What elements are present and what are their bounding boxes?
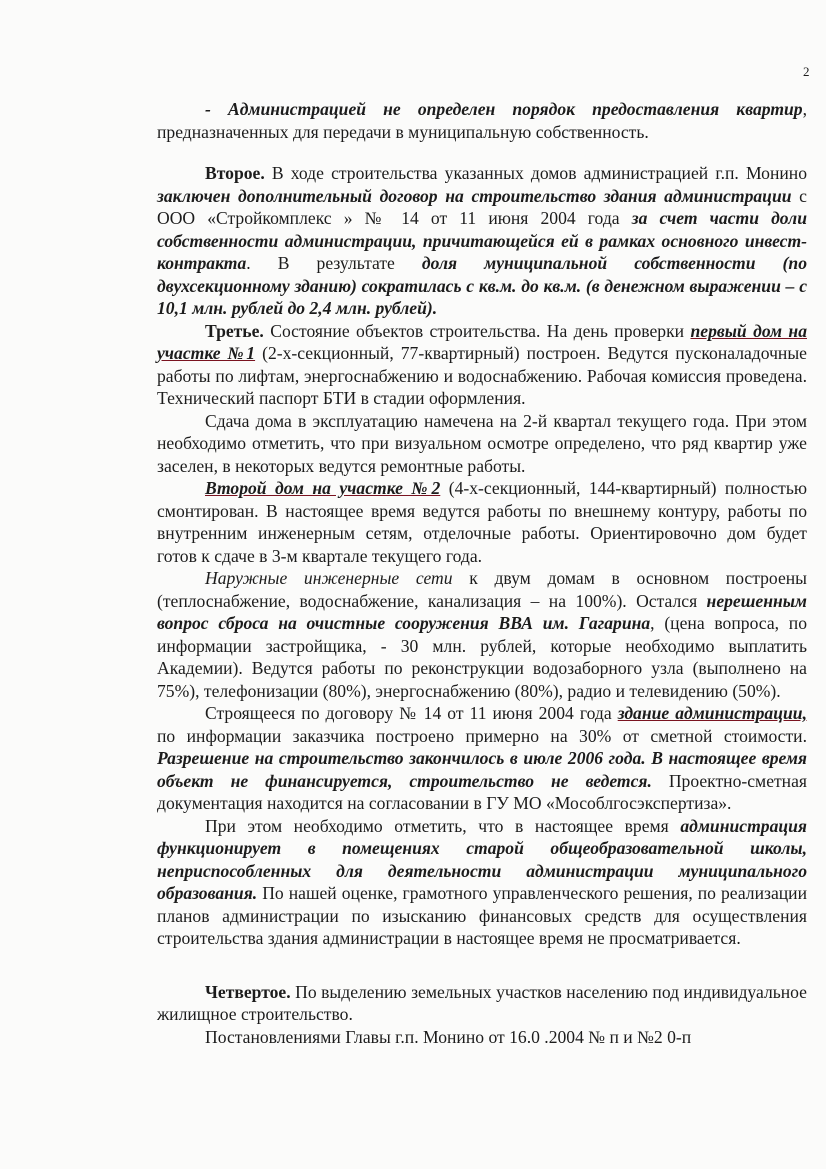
document-body	[157, 98, 807, 1048]
text: , (цена вопроса, по информации застройщика, - 30 млн. рублей, которые необходимо выплатить Академии). Ведутся работы по реконструкции водозаборного узла (выполнено на 75%), телефонизации (80%), энергоснабжению (80%), радио и телевидению (50%).	[157, 613, 807, 701]
paragraph-6	[157, 567, 807, 702]
section-heading-third: Третье.	[205, 320, 264, 341]
emphasis: заключен дополнительный договор на строительство здания администрации	[157, 185, 792, 206]
paragraph-5	[157, 477, 807, 567]
emphasis: нерешенным вопрос сброса на очистные сооружения ВВА им. Гагарина	[157, 590, 807, 633]
emphasis: - Администрацией не определен порядок предоставления квартир	[205, 99, 803, 119]
emphasis: за счет части доли собственности администрации, причитающейся ей в рамках основного инвест-контракта	[157, 208, 807, 273]
paragraph-4: Сдача дома в эксплуатацию намечена на 2-й квартал текущего года. При этом необходимо отметить, что при визуальном осмотре определено, что ряд квартир уже заселен, в некоторых ведутся ремонтные работы.	[157, 410, 807, 476]
text: . В результате	[246, 253, 422, 273]
underlined-emphasis: первый дом на участке №1	[157, 320, 807, 363]
text: с ООО «Стройкомплекс » № 14 от 11 июня 2004 года	[157, 185, 807, 228]
paragraph-1	[157, 98, 807, 143]
emphasis: Разрешение на строительство закончилось в июле 2006 года. В настоящее время объект не финансируется, строительство не ведется.	[157, 748, 807, 791]
section-heading-fourth: Четвертое.	[205, 981, 291, 1002]
text: по информации заказчика построено примерно на 30% от сметной стоимости.	[157, 725, 807, 746]
text: Проектно-сметная документация находится на согласовании в ГУ МО «Мособлгосэкспертиза».	[157, 770, 808, 813]
text: (4-х-секционный, 144-квартирный) полностью смонтирован. В настоящее время ведутся работы по внешнему контуру, работы по внутренним инженерным сетям, отделочные работы. Ориентировочно дом будет готов к сдаче в 3-м квартале текущего года.	[157, 478, 807, 566]
paragraph-3	[157, 320, 807, 410]
italic-text: Наружные инженерные сети	[205, 568, 453, 588]
paragraph-7	[157, 702, 807, 815]
section-heading-second: Второе.	[205, 163, 265, 183]
text: Состояние объектов строительства. На день проверки	[263, 320, 691, 341]
paragraph-2	[157, 162, 807, 320]
emphasis: администрация функционирует в помещениях старой общеобразовательной школы, неприспособленных для деятельности администрации муниципального образования.	[157, 815, 807, 903]
text: По нашей оценке, грамотного управленческого решения, по реализации планов администрации по изысканию финансовых средств для осуществления строительства здания администрации в настоящее время не просматривается.	[157, 883, 807, 948]
paragraph-9	[157, 981, 807, 1026]
text: В ходе строительства указанных домов администрацией г.п. Монино	[264, 163, 807, 183]
underlined-emphasis: Второй дом на участке №2	[205, 478, 441, 498]
text: к двум домам в основном построены (теплоснабжение, водоснабжение, канализация – на 100%). Остался	[157, 568, 807, 611]
underlined-emphasis: здание администрации,	[617, 703, 807, 723]
paragraph-8	[157, 815, 807, 950]
text: (2-х-секционный, 77-квартирный) построен. Ведутся пусконаладочные работы по лифтам, энергоснабжению и водоснабжению. Рабочая комиссия проведена. Технический паспорт БТИ в стадии оформления.	[157, 343, 807, 408]
page-number: 2	[803, 64, 810, 79]
text: , предназначенных для передачи в муниципальную собственность.	[157, 99, 807, 142]
text: При этом необходимо отметить, что в настоящее время	[205, 815, 681, 836]
text: Строящееся по договору № 14 от 11 июня 2004 года	[205, 703, 618, 723]
text: По выделению земельных участков населению под индивидуальное жилищное строительство.	[157, 981, 807, 1024]
paragraph-10: Постановлениями Главы г.п. Монино от 16.0 .2004 № п и №2 0-п	[205, 1026, 692, 1047]
emphasis: доля муниципальной собственности (по двухсекционному зданию) сократилась с кв.м. до кв.м. (в денежном выражении – с 10,1 млн. рублей до 2,4 млн. рублей).	[157, 253, 807, 318]
